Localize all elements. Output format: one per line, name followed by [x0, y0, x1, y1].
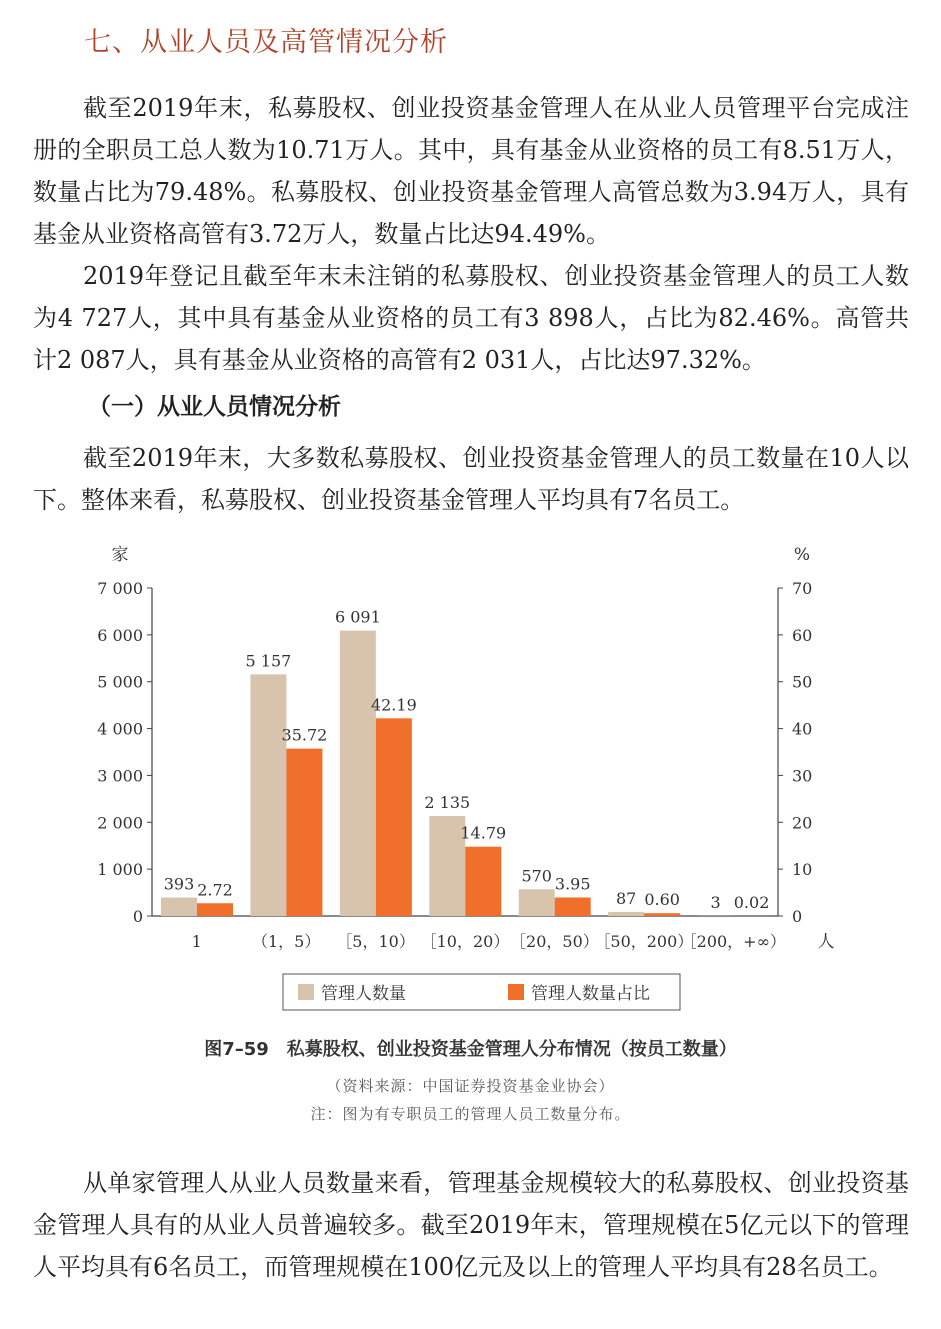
- subsection-paragraph: 截至2019年末，大多数私募股权、创业投资基金管理人的员工数量在10人以下。整体来看，私募股权、创业投资基金管理人平均具有7名员工。: [33, 444, 909, 514]
- bar-count: [608, 912, 644, 916]
- data-label-count: 570: [521, 866, 552, 886]
- x-axis-unit: 人: [817, 932, 835, 952]
- x-tick-label: ［20，50）: [510, 932, 599, 951]
- legend-swatch-count: [298, 984, 314, 1000]
- closing-paragraph: 从单家管理人从业人员数量来看，管理基金规模较大的私募股权、创业投资基金管理人具有的从业人员普遍较多。截至2019年末，管理规模在5亿元以下的管理人平均具有6名员工，而管理规模在100亿元及以上的管理人平均具有28名员工。: [33, 1169, 909, 1281]
- bar-share: [465, 847, 501, 916]
- legend-label-share: 管理人数量占比: [531, 984, 650, 1004]
- y-tick-label-right: 70: [792, 579, 813, 598]
- subsection-title: （一）从业人员情况分析: [88, 394, 341, 420]
- y-tick-label-left: 6 000: [97, 625, 143, 645]
- bar-share: [197, 903, 233, 916]
- y-axis-left-unit: 家: [111, 545, 129, 565]
- y-tick-label-right: 50: [792, 672, 813, 692]
- figure-source: （资料来源：中国证券投资基金业协会）: [326, 1077, 615, 1095]
- legend-label-count: 管理人数量: [321, 984, 406, 1004]
- y-tick-label-left: 2 000: [97, 813, 143, 833]
- y-tick-label-right: 60: [792, 625, 813, 645]
- data-label-share: 42.19: [370, 695, 417, 715]
- figure-caption: 图7–59 私募股权、创业投资基金管理人分布情况（按员工数量）: [204, 1039, 737, 1060]
- bar-chart: [0, 530, 941, 1020]
- y-tick-label-left: 7 000: [97, 579, 143, 598]
- data-label-count: 5 157: [245, 651, 292, 671]
- bar-share: [376, 718, 412, 916]
- x-tick-label: ［50，200）: [594, 932, 694, 951]
- y-tick-label-left: 3 000: [97, 766, 143, 786]
- section-title: 七、从业人员及高管情况分析: [84, 27, 448, 58]
- bar-count: [340, 631, 376, 916]
- y-tick-label-right: 40: [792, 719, 813, 739]
- y-tick-label-left: 0: [132, 907, 143, 926]
- bar-share: [286, 749, 322, 916]
- data-label-share: 0.02: [733, 892, 770, 912]
- data-label-share: 14.79: [460, 823, 507, 843]
- x-tick-label: ［5，10）: [336, 932, 415, 951]
- data-label-count: 2 135: [424, 792, 471, 812]
- y-tick-label-left: 5 000: [97, 672, 143, 692]
- data-label-share: 2.72: [197, 880, 233, 900]
- data-label-count: 6 091: [334, 607, 381, 627]
- bar-count: [519, 889, 555, 916]
- data-label-count: 393: [163, 874, 195, 894]
- bar-share: [644, 913, 680, 916]
- y-tick-label-right: 20: [792, 813, 813, 833]
- x-tick-label: ［10，20）: [420, 932, 510, 951]
- intro-paragraph-1: 截至2019年末，私募股权、创业投资基金管理人在从业人员管理平台完成注册的全职员工总人数为10.71万人。其中，具有基金从业资格的员工有8.51万人，数量占比为79.48%。私募股权、创业投资基金管理人高管总数为3.94万人，具有基金从业资格高管有3.72万人，数量占比达94.49%。: [33, 94, 909, 248]
- figure-note: 注：图为有专职员工的管理人员工数量分布。: [310, 1105, 631, 1123]
- intro-paragraph-2: 2019年登记且截至年末未注销的私募股权、创业投资基金管理人的员工人数为4 727人，其中具有基金从业资格的员工有3 898人，占比为82.46%。高管共计2 087人，具有基金从业资格的高管有2 031人，占比达97.32%。: [33, 262, 909, 374]
- data-label-share: 3.95: [554, 874, 591, 894]
- data-label-share: 35.72: [281, 725, 328, 745]
- y-tick-label-right: 30: [792, 766, 813, 786]
- x-tick-label: 1: [191, 932, 202, 951]
- bar-share: [555, 897, 591, 916]
- y-tick-label-right: 10: [792, 860, 813, 880]
- y-tick-label-left: 4 000: [97, 719, 143, 739]
- x-tick-label: ［200，+∞）: [680, 932, 786, 951]
- y-tick-label-left: 1 000: [97, 860, 143, 880]
- data-label-share: 0.60: [644, 890, 680, 910]
- data-label-count: 87: [615, 888, 637, 908]
- bar-count: [250, 674, 286, 916]
- y-axis-right-unit: %: [793, 545, 811, 565]
- bar-count: [161, 898, 197, 916]
- y-tick-label-right: 0: [792, 907, 803, 926]
- legend-swatch-share: [508, 984, 524, 1000]
- x-tick-label: （1，5）: [251, 932, 321, 951]
- data-label-count: 3: [710, 892, 721, 912]
